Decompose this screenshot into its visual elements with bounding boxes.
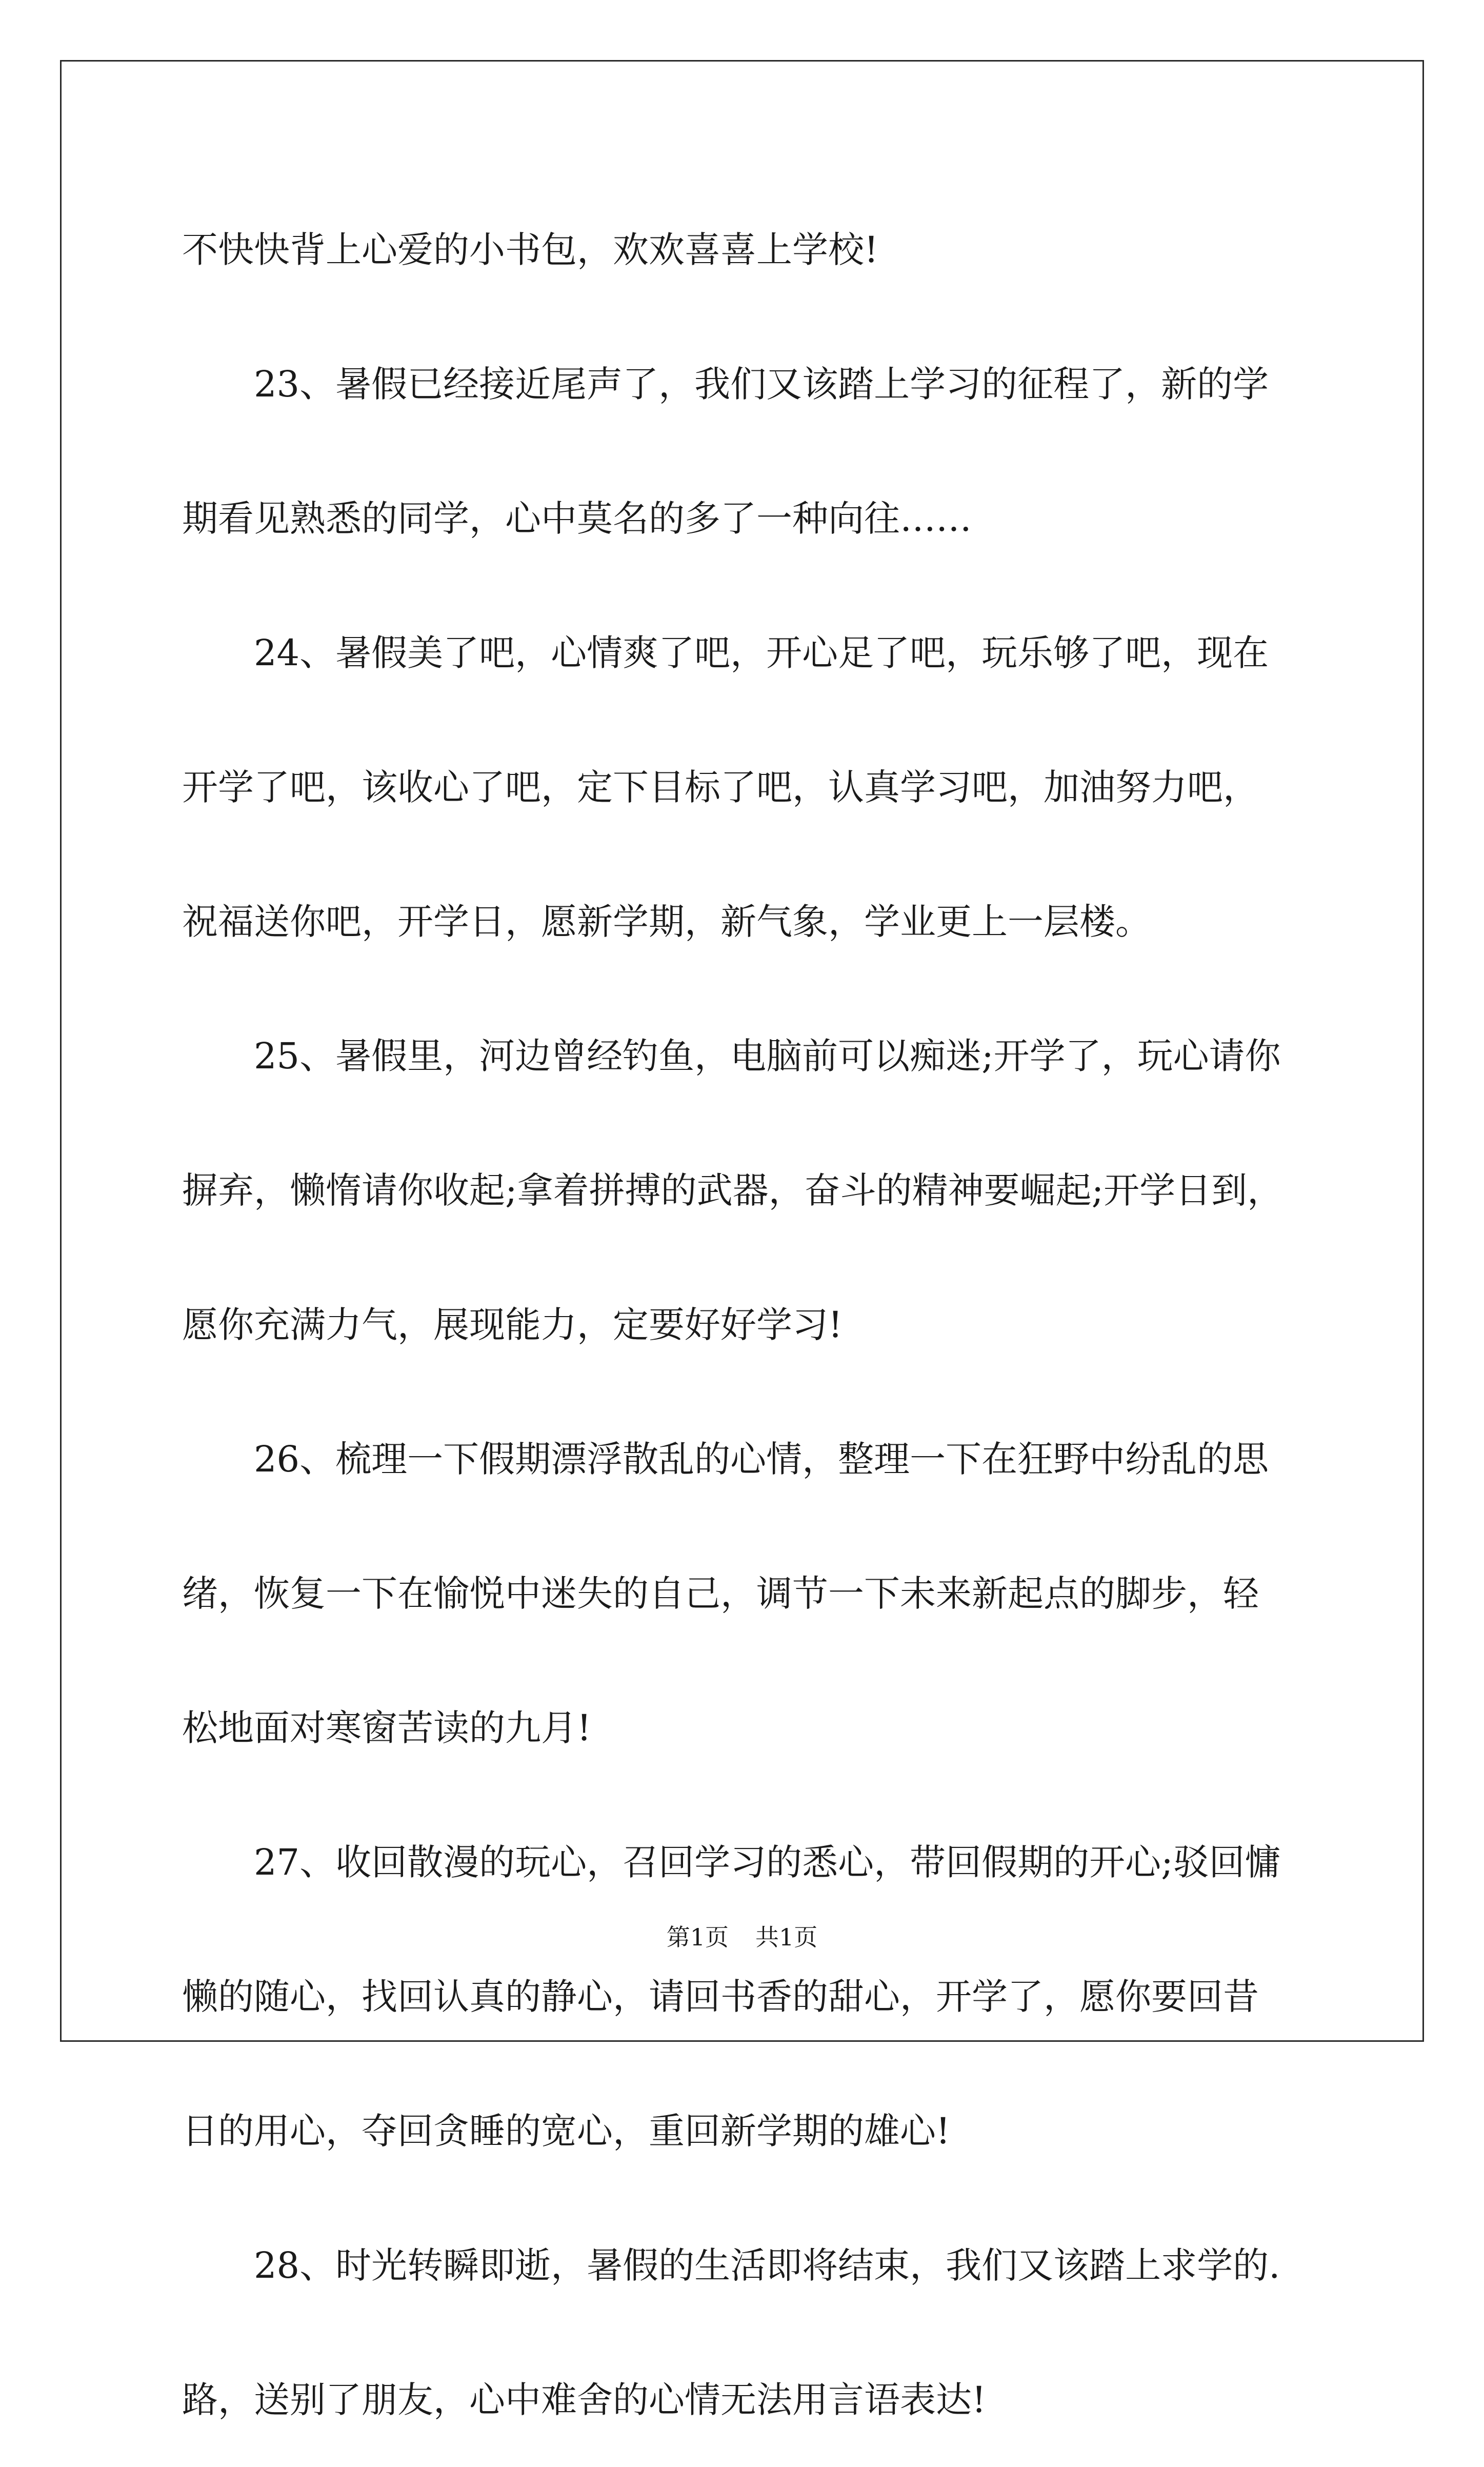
text-line: 25、暑假里，河边曾经钓鱼，电脑前可以痴迷;开学了，玩心请你	[254, 1035, 1281, 1077]
text-line: 懒的随心，找回认真的静心，请回书香的甜心，开学了，愿你要回昔	[182, 1976, 1259, 2018]
text-line: 期看见熟悉的同学，心中莫名的多了一种向往……	[182, 498, 972, 540]
document-body	[182, 183, 1303, 2467]
text-line: 祝福送你吧，开学日，愿新学期，新气象，学业更上一层楼。	[182, 901, 1151, 943]
text-line: 28、时光转瞬即逝，暑假的生活即将结束，我们又该踏上求学的.	[254, 2244, 1280, 2286]
text-line: 愿你充满力气，展现能力，定要好好学习!	[182, 1304, 843, 1346]
page-number: 第1页	[666, 1923, 729, 1951]
text-line: 26、梳理一下假期漂浮散乱的心情，整理一下在狂野中纷乱的思	[254, 1438, 1269, 1480]
text-line: 绪，恢复一下在愉悦中迷失的自己，调节一下未来新起点的脚步，轻	[182, 1573, 1259, 1615]
page-count: 共1页	[755, 1923, 818, 1951]
text-line: 23、暑假已经接近尾声了，我们又该踏上学习的征程了，新的学	[254, 363, 1269, 405]
text-line: 日的用心，夺回贪睡的宽心，重回新学期的雄心!	[182, 2110, 951, 2152]
text-line: 不快快背上心爱的小书包，欢欢喜喜上学校!	[182, 229, 879, 271]
text-line: 摒弃，懒惰请你收起;拿着拼搏的武器，奋斗的精神要崛起;开学日到，	[182, 1169, 1284, 1211]
text-line: 24、暑假美了吧，心情爽了吧，开心足了吧，玩乐够了吧，现在	[254, 632, 1269, 674]
text-line: 松地面对寒窗苦读的九月!	[182, 1707, 592, 1749]
text-line: 27、收回散漫的玩心，召回学习的悉心，带回假期的开心;驳回慵	[254, 1841, 1281, 1883]
text-line: 开学了吧，该收心了吧，定下目标了吧，认真学习吧，加油努力吧，	[182, 766, 1259, 808]
page-footer	[0, 1919, 1484, 1953]
text-line: 路，送别了朋友，心中难舍的心情无法用言语表达!	[182, 2379, 987, 2421]
